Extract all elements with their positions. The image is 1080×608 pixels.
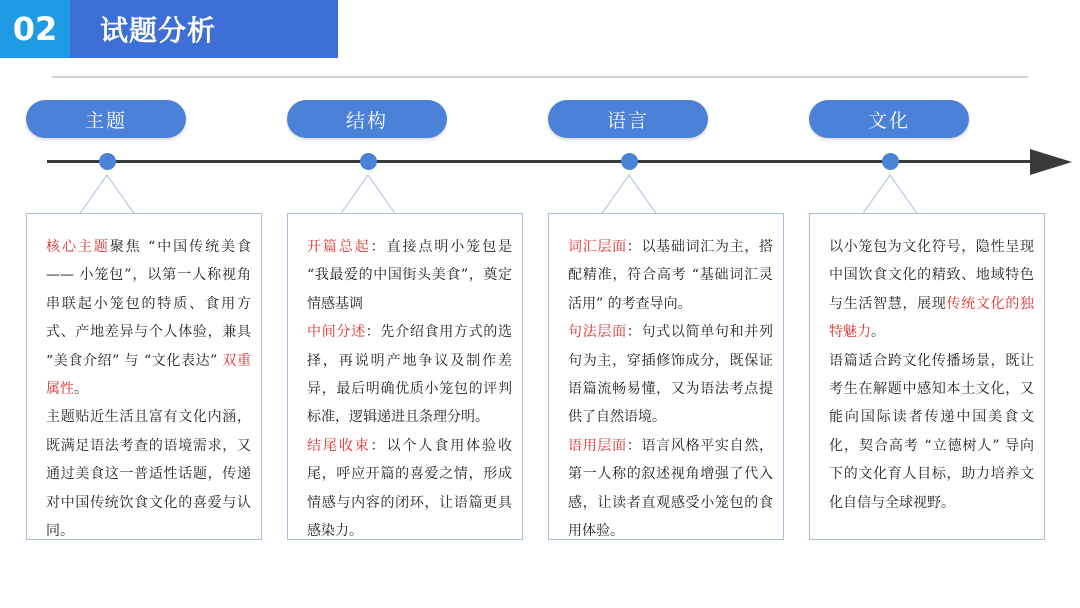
card-paragraph <box>307 432 512 546</box>
callout-notch-language <box>602 175 656 214</box>
highlight-term: 结尾收束 <box>307 437 371 454</box>
card-theme-text <box>46 233 251 545</box>
callout-notch-culture <box>863 175 917 214</box>
card-culture-text <box>829 233 1034 517</box>
callout-notch-theme <box>80 175 134 214</box>
paragraph-text: ：句式以简单句和并列句为主，穿插修饰成分，既保证语篇流畅易懂，又为语法考点提供了自然语境。 <box>568 324 774 426</box>
paragraph-text: 主题贴近生活且富有文化内涵，既满足语法考查的语境需求，又通过美食这一普适性话题，传递对中国传统饮食文化的喜爱与认同。 <box>46 409 251 540</box>
card-paragraph <box>46 403 251 545</box>
card-paragraph <box>568 233 773 318</box>
card-paragraph <box>46 233 251 403</box>
paragraph-text: 语篇适合跨文化传播场景，既让考生在解题中感知本土文化，又能向国际读者传递中国美食文化，契合高考 “立德树人” 导向下的文化育人目标，助力培养文化自信与全球视野。 <box>829 352 1034 511</box>
column-label-culture: 文化 <box>809 100 969 138</box>
card-language-text <box>568 233 773 545</box>
paragraph-text: ：以基础词汇为主，搭配精准，符合高考 “基础词汇灵活用” 的考查导向。 <box>568 239 774 312</box>
paragraph-text: ：直接点明小笼包是 “我最爱的中国街头美食”，奠定情感基调 <box>307 239 513 312</box>
highlight-term: 语用层面 <box>568 437 627 454</box>
highlight-term: 开篇总起 <box>307 239 371 255</box>
card-paragraph <box>568 432 773 546</box>
card-paragraph <box>307 233 512 318</box>
paragraph-text: 聚焦 “中国传统美食 —— 小笼包”，以第一人称视角串联起小笼包的特质、食用方式、产地差异与个人体验，兼具 “美食介绍” 与 “文化表达” <box>46 239 251 369</box>
paragraph-text: 。 <box>74 381 88 398</box>
highlight-term: 中间分述 <box>307 324 366 341</box>
column-label-language: 语言 <box>548 100 708 138</box>
paragraph-text: ：语言风格平实自然，第一人称的叙述视角增强了代入感，让读者直观感受小笼包的食用体验。 <box>568 437 774 540</box>
highlight-term: 句法层面 <box>568 324 627 341</box>
highlight-term: 双重属性 <box>46 352 252 398</box>
paragraph-text: ：先介绍食用方式的选择，再说明产地争议及制作差异，最后明确优质小笼包的评判标准，逻辑递进且条理分明。 <box>307 324 513 426</box>
highlight-term: 词汇层面 <box>568 239 627 255</box>
section-number: 02 <box>0 0 70 58</box>
section-title: 试题分析 <box>70 0 338 58</box>
column-label-structure: 结构 <box>287 100 447 138</box>
card-paragraph <box>829 347 1034 517</box>
card-theme <box>26 213 262 540</box>
column-label-theme: 主题 <box>26 100 186 138</box>
card-paragraph <box>307 318 512 432</box>
paragraph-text: 以小笼包为文化符号，隐性呈现中国饮食文化的精致、地域特色与生活智慧，展现 <box>829 239 1034 312</box>
card-paragraph <box>829 233 1034 347</box>
card-structure-text <box>307 233 512 545</box>
card-structure <box>287 213 523 540</box>
paragraph-text: 。 <box>871 324 885 341</box>
card-culture <box>809 213 1045 540</box>
card-paragraph <box>568 318 773 432</box>
card-language <box>548 213 784 540</box>
callout-notch-structure <box>341 175 395 214</box>
paragraph-text: ：以个人食用体验收尾，呼应开篇的喜爱之情，形成情感与内容的闭环，让语篇更具感染力。 <box>307 437 513 540</box>
highlight-term: 核心主题 <box>46 239 110 255</box>
highlight-term: 传统文化的独特魅力 <box>829 295 1035 341</box>
